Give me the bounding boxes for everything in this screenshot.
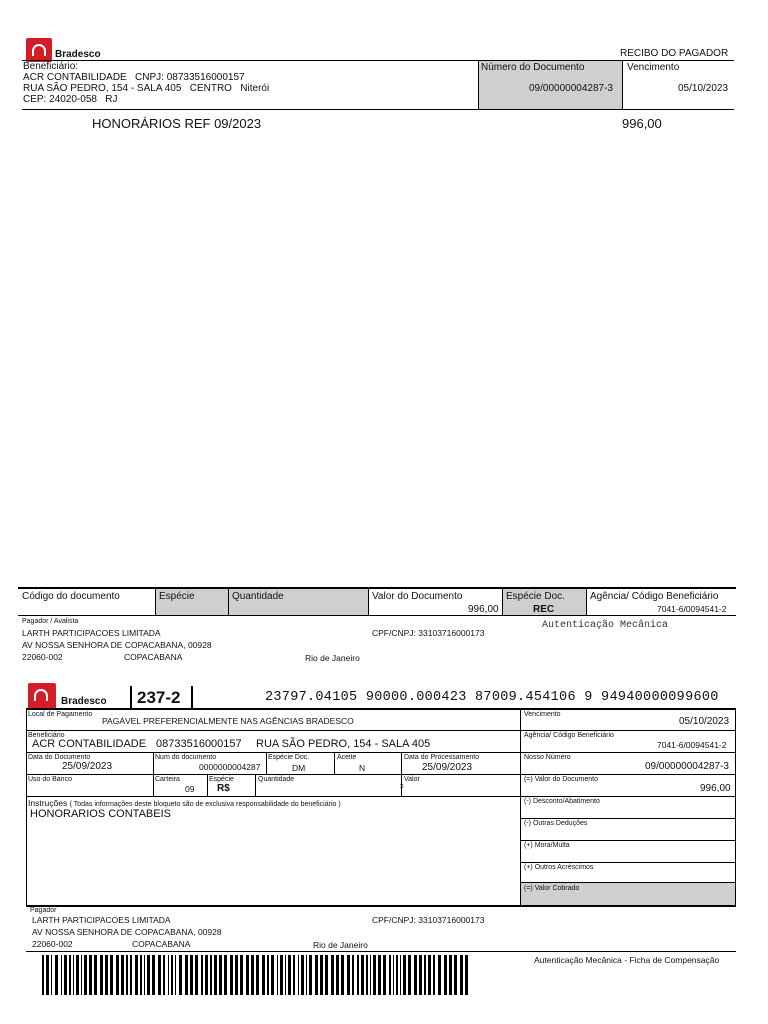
barcode-bar bbox=[81, 955, 82, 995]
barcode-bar bbox=[403, 955, 406, 995]
barcode-bar bbox=[271, 955, 274, 995]
uso-banco-label: Uso do Banco bbox=[28, 776, 72, 783]
pagador-bairro: COPACABANA bbox=[124, 652, 183, 662]
barcode-bar bbox=[315, 955, 318, 995]
bradesco-logo-icon-2 bbox=[28, 683, 56, 709]
data-processamento-value: 25/09/2023 bbox=[422, 762, 473, 773]
barcode-bar bbox=[251, 955, 254, 995]
barcode-bar bbox=[55, 955, 58, 995]
pagador-avalista-label: Pagador / Avalista bbox=[22, 618, 79, 625]
barcode-bar bbox=[262, 955, 265, 995]
pagador-address: AV NOSSA SENHORA DE COPACABANA, 00928 bbox=[22, 640, 212, 650]
barcode-bar bbox=[147, 955, 150, 995]
barcode-bar bbox=[424, 955, 426, 995]
vencimento-label: Vencimento bbox=[627, 62, 680, 73]
data-documento-value: 25/09/2023 bbox=[62, 761, 113, 772]
barcode-bar bbox=[235, 955, 238, 995]
pagador-city: Rio de Janeiro bbox=[305, 653, 360, 663]
desconto-label: (-) Desconto/Abatimento bbox=[524, 798, 600, 805]
barcode-bar bbox=[51, 955, 52, 995]
slip-beneficiario-address: RUA SÃO PEDRO, 154 - SALA 405 bbox=[256, 738, 431, 750]
barcode-bar bbox=[94, 955, 97, 995]
barcode-bar bbox=[240, 955, 243, 995]
especie-label: Espécie bbox=[159, 591, 195, 602]
barcode-bar bbox=[301, 955, 304, 995]
barcode-bar bbox=[298, 955, 299, 995]
slip-pagador-address: AV NOSSA SENHORA DE COPACABANA, 00928 bbox=[32, 927, 222, 937]
barcode-bar bbox=[76, 955, 79, 995]
barcode-bar bbox=[444, 955, 447, 995]
barcode-bar bbox=[280, 955, 283, 995]
slip-beneficiario-cnpj: 08733516000157 bbox=[156, 738, 242, 750]
barcode-bar bbox=[378, 955, 381, 995]
local-pagamento-value: PAGÁVEL PREFERENCIALMENTE NAS AGÊNCIAS BRADESCO bbox=[102, 716, 354, 726]
barcode-bar bbox=[168, 955, 169, 995]
bank-name: Bradesco bbox=[55, 49, 101, 60]
barcode-bar bbox=[383, 955, 386, 995]
especie-doc-label: Espécie Doc. bbox=[506, 591, 565, 602]
barcode-bar bbox=[46, 955, 49, 995]
barcode-bar bbox=[135, 955, 138, 995]
barcode-bar bbox=[185, 955, 188, 995]
barcode-bar bbox=[352, 955, 354, 995]
slip-valor-x: x bbox=[400, 783, 404, 790]
barcode-bar bbox=[366, 955, 368, 995]
barcode-bar bbox=[438, 955, 441, 995]
slip-pagador-name: LARTH PARTICIPACOES LIMITADA bbox=[32, 915, 171, 925]
valor-documento-label: Valor do Documento bbox=[372, 591, 463, 602]
barcode-bar bbox=[116, 955, 119, 995]
linha-digitavel: 23797.04105 90000.000423 87009.454106 9 94940000099600 bbox=[265, 690, 719, 705]
slip-especie-value: R$ bbox=[217, 783, 230, 794]
pagador-name: LARTH PARTICIPACOES LIMITADA bbox=[22, 628, 161, 638]
barcode-bar bbox=[288, 955, 291, 995]
barcode-bar bbox=[331, 955, 334, 995]
aceite-label: Aceite bbox=[337, 754, 357, 761]
barcode-bar bbox=[210, 955, 212, 995]
barcode-bar bbox=[396, 955, 398, 995]
barcode-bar bbox=[309, 955, 312, 995]
barcode-bar bbox=[370, 955, 371, 995]
local-pagamento-label: Local de Pagamento bbox=[28, 711, 93, 718]
barcode-bar bbox=[84, 955, 87, 995]
slip-agencia-value: 7041-6/0094541-2 bbox=[657, 740, 727, 750]
barcode-bar bbox=[224, 955, 227, 995]
barcode-bar bbox=[428, 955, 431, 995]
barcode-bar bbox=[163, 955, 165, 995]
valor-documento-value-2: 996,00 bbox=[700, 783, 731, 794]
barcode-bar bbox=[449, 955, 452, 995]
barcode-bar bbox=[419, 955, 422, 995]
barcode-bar bbox=[190, 955, 193, 995]
barcode-bar bbox=[306, 955, 307, 995]
barcode-bar bbox=[361, 955, 364, 995]
barcode-bar bbox=[61, 955, 62, 995]
slip-agencia-label: Agência/ Código Beneficiário bbox=[524, 732, 614, 739]
barcode-bar bbox=[357, 955, 359, 995]
barcode-bar bbox=[140, 955, 142, 995]
barcode-bar bbox=[460, 955, 463, 995]
barcode-bar bbox=[414, 955, 417, 995]
valor-documento-label-2: (=) Valor do Documento bbox=[524, 776, 598, 783]
slip-beneficiario-label: Beneficiário bbox=[28, 732, 65, 739]
nosso-numero-value: 09/00000004287-3 bbox=[645, 761, 729, 772]
beneficiario-line2: RUA SÃO PEDRO, 154 - SALA 405 CENTRO Niterói bbox=[23, 83, 270, 94]
item-description: HONORÁRIOS REF 09/2023 bbox=[92, 116, 262, 131]
barcode-bar bbox=[175, 955, 176, 995]
barcode bbox=[42, 955, 472, 995]
barcode-bar bbox=[130, 955, 132, 995]
footer-autenticacao: Autenticação Mecânica - Ficha de Compensação bbox=[534, 955, 720, 965]
num-documento-value: 0000000004287 bbox=[199, 762, 261, 772]
barcode-bar bbox=[433, 955, 435, 995]
slip-pagador-city: Rio de Janeiro bbox=[313, 940, 368, 950]
bradesco-logo-icon bbox=[26, 38, 52, 62]
barcode-bar bbox=[285, 955, 286, 995]
outras-deducoes-label: (-) Outras Deduções bbox=[524, 820, 588, 827]
barcode-bar bbox=[347, 955, 350, 995]
barcode-bar bbox=[121, 955, 124, 995]
barcode-bar bbox=[201, 955, 203, 995]
slip-especie-label: Espécie bbox=[209, 776, 234, 783]
barcode-bar bbox=[205, 955, 208, 995]
bank-code: 237-2 bbox=[137, 688, 181, 707]
barcode-bar bbox=[110, 955, 113, 995]
barcode-bar bbox=[393, 955, 394, 995]
slip-pagador-bairro: COPACABANA bbox=[132, 939, 191, 949]
barcode-bar bbox=[105, 955, 108, 995]
slip-pagador-cpf: CPF/CNPJ: 33103716000173 bbox=[372, 915, 485, 925]
beneficiario-line3: CEP: 24020-058 RJ bbox=[23, 94, 118, 105]
carteira-value: 09 bbox=[185, 784, 195, 794]
receipt-title: RECIBO DO PAGADOR bbox=[620, 48, 729, 59]
barcode-bar bbox=[336, 955, 339, 995]
barcode-bar bbox=[454, 955, 457, 995]
mora-multa-label: (+) Mora/Multa bbox=[524, 842, 570, 849]
barcode-bar bbox=[152, 955, 155, 995]
barcode-bar bbox=[320, 955, 323, 995]
slip-especie-doc-value: DM bbox=[292, 763, 306, 773]
barcode-bar bbox=[325, 955, 328, 995]
slip-vencimento-label: Vencimento bbox=[524, 711, 561, 718]
slip-quantidade-label: Quantidade bbox=[258, 776, 295, 783]
barcode-bar bbox=[171, 955, 173, 995]
agencia-label: Agência/ Código Beneficiário bbox=[590, 591, 719, 602]
item-value: 996,00 bbox=[622, 116, 662, 131]
beneficiario-label: Beneficiário: bbox=[23, 61, 79, 72]
num-documento-label: Num do documento bbox=[155, 754, 217, 761]
barcode-bar bbox=[400, 955, 401, 995]
instrucoes-note: ( Todas informações deste bloqueto são de exclusiva responsabilidade do beneficiário ) bbox=[69, 801, 341, 808]
codigo-documento-label: Código do documento bbox=[22, 591, 120, 602]
barcode-bar bbox=[256, 955, 259, 995]
outros-acrescimos-label: (+) Outros Acréscimos bbox=[524, 864, 594, 871]
barcode-bar bbox=[214, 955, 217, 995]
barcode-bar bbox=[144, 955, 145, 995]
slip-beneficiario-name: ACR CONTABILIDADE bbox=[32, 738, 147, 750]
pagador-cpf: CPF/CNPJ: 33103716000173 bbox=[372, 628, 485, 638]
bank-name-2: Bradesco bbox=[61, 696, 107, 707]
barcode-bar bbox=[73, 955, 74, 995]
barcode-bar bbox=[69, 955, 71, 995]
especie-doc-value: REC bbox=[533, 604, 555, 615]
autenticacao-mecanica: Autenticação Mecânica bbox=[542, 620, 669, 631]
barcode-bar bbox=[195, 955, 198, 995]
carteira-label: Carteira bbox=[155, 776, 180, 783]
vencimento-value: 05/10/2023 bbox=[678, 83, 729, 94]
nosso-numero-label: Nosso Número bbox=[524, 754, 571, 761]
aceite-value: N bbox=[359, 763, 366, 773]
valor-cobrado-label: (=) Valor Cobrado bbox=[524, 885, 580, 892]
num-doc-value: 09/00000004287-3 bbox=[529, 83, 613, 94]
barcode-bar bbox=[42, 955, 44, 995]
barcode-bar bbox=[465, 955, 468, 995]
slip-especie-doc-label: Espécie Doc. bbox=[268, 754, 310, 761]
instrucoes-label: Instruções bbox=[28, 798, 68, 808]
barcode-bar bbox=[267, 955, 269, 995]
data-documento-label: Data do Documento bbox=[28, 754, 91, 761]
barcode-bar bbox=[126, 955, 128, 995]
barcode-bar bbox=[341, 955, 344, 995]
barcode-bar bbox=[230, 955, 233, 995]
barcode-bar bbox=[64, 955, 67, 995]
slip-pagador-label: Pagador bbox=[30, 907, 57, 914]
pagador-cep: 22060-002 bbox=[22, 652, 63, 662]
slip-vencimento-value: 05/10/2023 bbox=[679, 716, 730, 727]
data-processamento-label: Data do Processamento bbox=[404, 754, 480, 761]
barcode-bar bbox=[100, 955, 103, 995]
instrucoes-text: HONORARIOS CONTABEIS bbox=[30, 808, 171, 820]
slip-pagador-cep: 22060-002 bbox=[32, 939, 73, 949]
barcode-bar bbox=[89, 955, 92, 995]
quantidade-label: Quantidade bbox=[232, 591, 284, 602]
slip-valor-label: Valor bbox=[404, 776, 420, 783]
barcode-bar bbox=[277, 955, 278, 995]
barcode-bar bbox=[179, 955, 182, 995]
valor-documento-value: 996,00 bbox=[468, 604, 499, 615]
barcode-bar bbox=[408, 955, 411, 995]
barcode-bar bbox=[219, 955, 222, 995]
beneficiario-line1: ACR CONTABILIDADE CNPJ: 08733516000157 bbox=[23, 72, 245, 83]
barcode-bar bbox=[389, 955, 391, 995]
barcode-bar bbox=[246, 955, 249, 995]
num-doc-label: Número do Documento bbox=[481, 62, 585, 73]
barcode-bar bbox=[293, 955, 295, 995]
barcode-bar bbox=[373, 955, 376, 995]
agencia-value: 7041-6/0094541-2 bbox=[657, 604, 727, 614]
barcode-bar bbox=[158, 955, 161, 995]
